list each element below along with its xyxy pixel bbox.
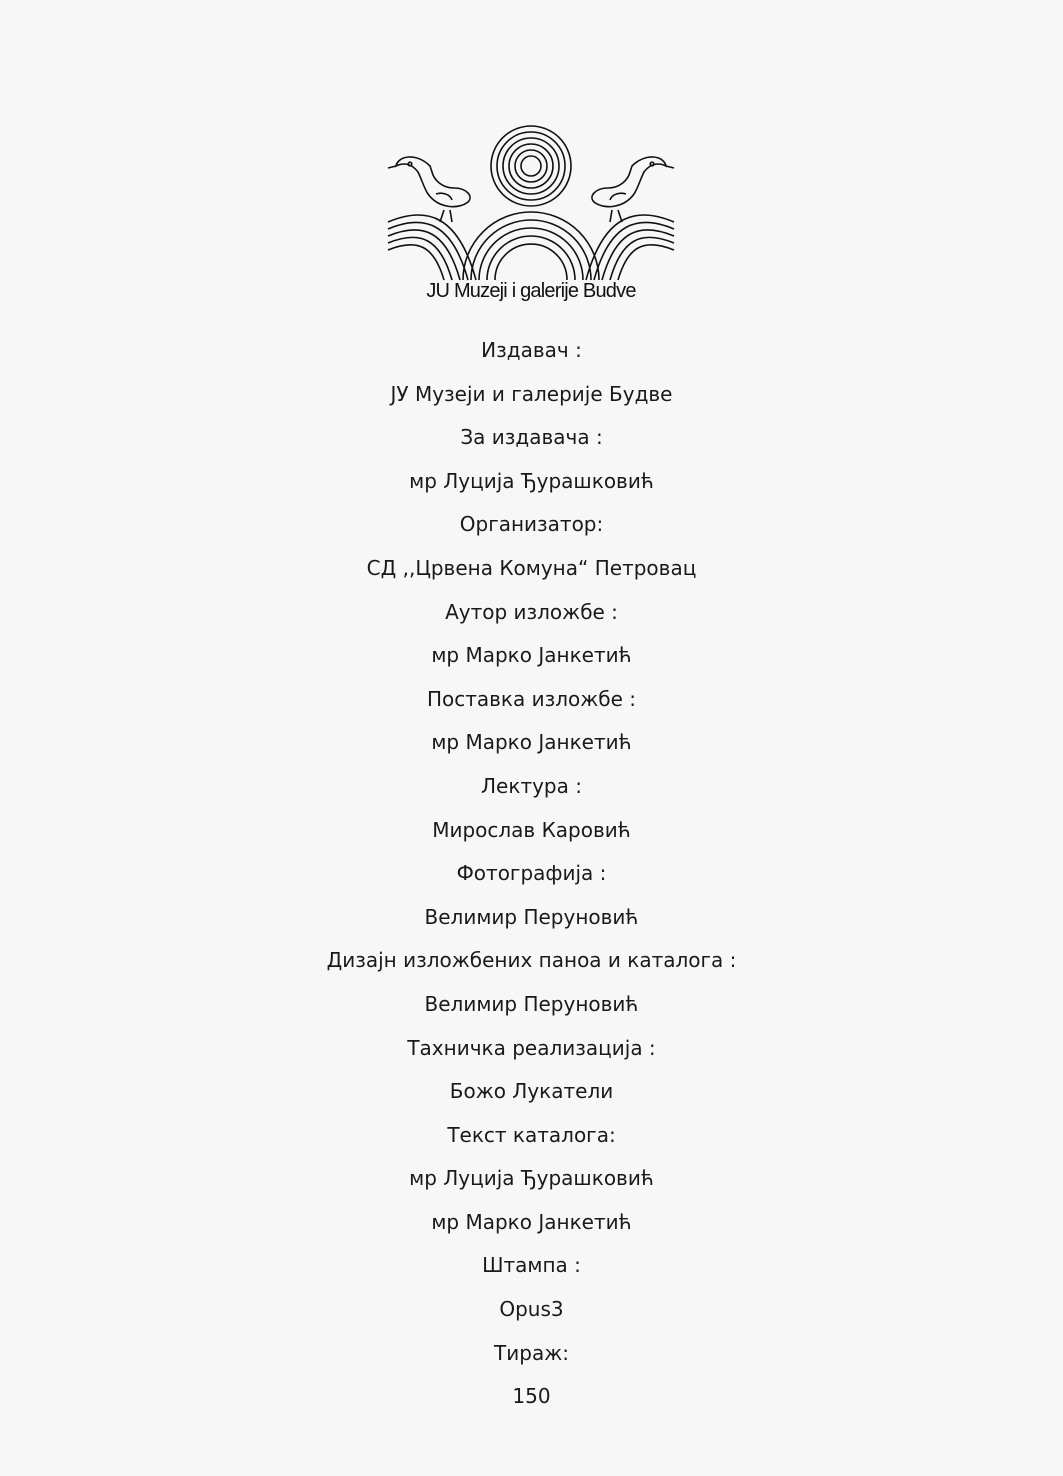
credit-line: СД ,,Црвена Комуна“ Петровац [366, 555, 697, 580]
credit-line: Велимир Перуновић [424, 904, 639, 929]
credit-line: Издавач : [481, 338, 582, 362]
credit-line: Opus3 [499, 1297, 564, 1322]
museum-logo-icon [386, 122, 676, 282]
credit-line: мр Луција Ђурашковић [409, 468, 654, 493]
credit-line: мр Марко Јанкетић [431, 643, 632, 668]
credit-line: мр Марко Јанкетић [431, 1209, 632, 1234]
credit-line: Лектура : [481, 773, 582, 798]
credit-line: Велимир Перуновић [424, 991, 639, 1016]
credit-line: ЈУ Музеји и галерије Будве [390, 381, 673, 406]
credit-line: Организатор: [459, 512, 604, 537]
credit-line: Тираж: [494, 1340, 569, 1365]
credit-line: Фотографија : [456, 861, 607, 886]
credit-line: Мирослав Каровић [432, 817, 631, 842]
credit-line: Поставка изложбе : [426, 686, 637, 711]
credit-line: Аутор изложбе : [445, 599, 618, 624]
credit-line: Дизајн изложбених паноа и каталога : [326, 948, 737, 973]
credits-list [0, 329, 1063, 1419]
credit-line: 150 [512, 1384, 551, 1409]
credit-line: Текст каталога: [447, 1122, 616, 1147]
credit-line: Божо Лукатели [449, 1079, 614, 1104]
credit-line: За издавача : [460, 425, 603, 450]
credit-line: Штампа : [482, 1253, 581, 1278]
logo-caption: JU Muzeji i galerije Budve [426, 280, 636, 302]
credit-line: мр Луција Ђурашковић [409, 1166, 654, 1191]
credit-line: Тахничка реализација : [407, 1035, 656, 1060]
credit-line: мр Марко Јанкетић [431, 730, 632, 755]
